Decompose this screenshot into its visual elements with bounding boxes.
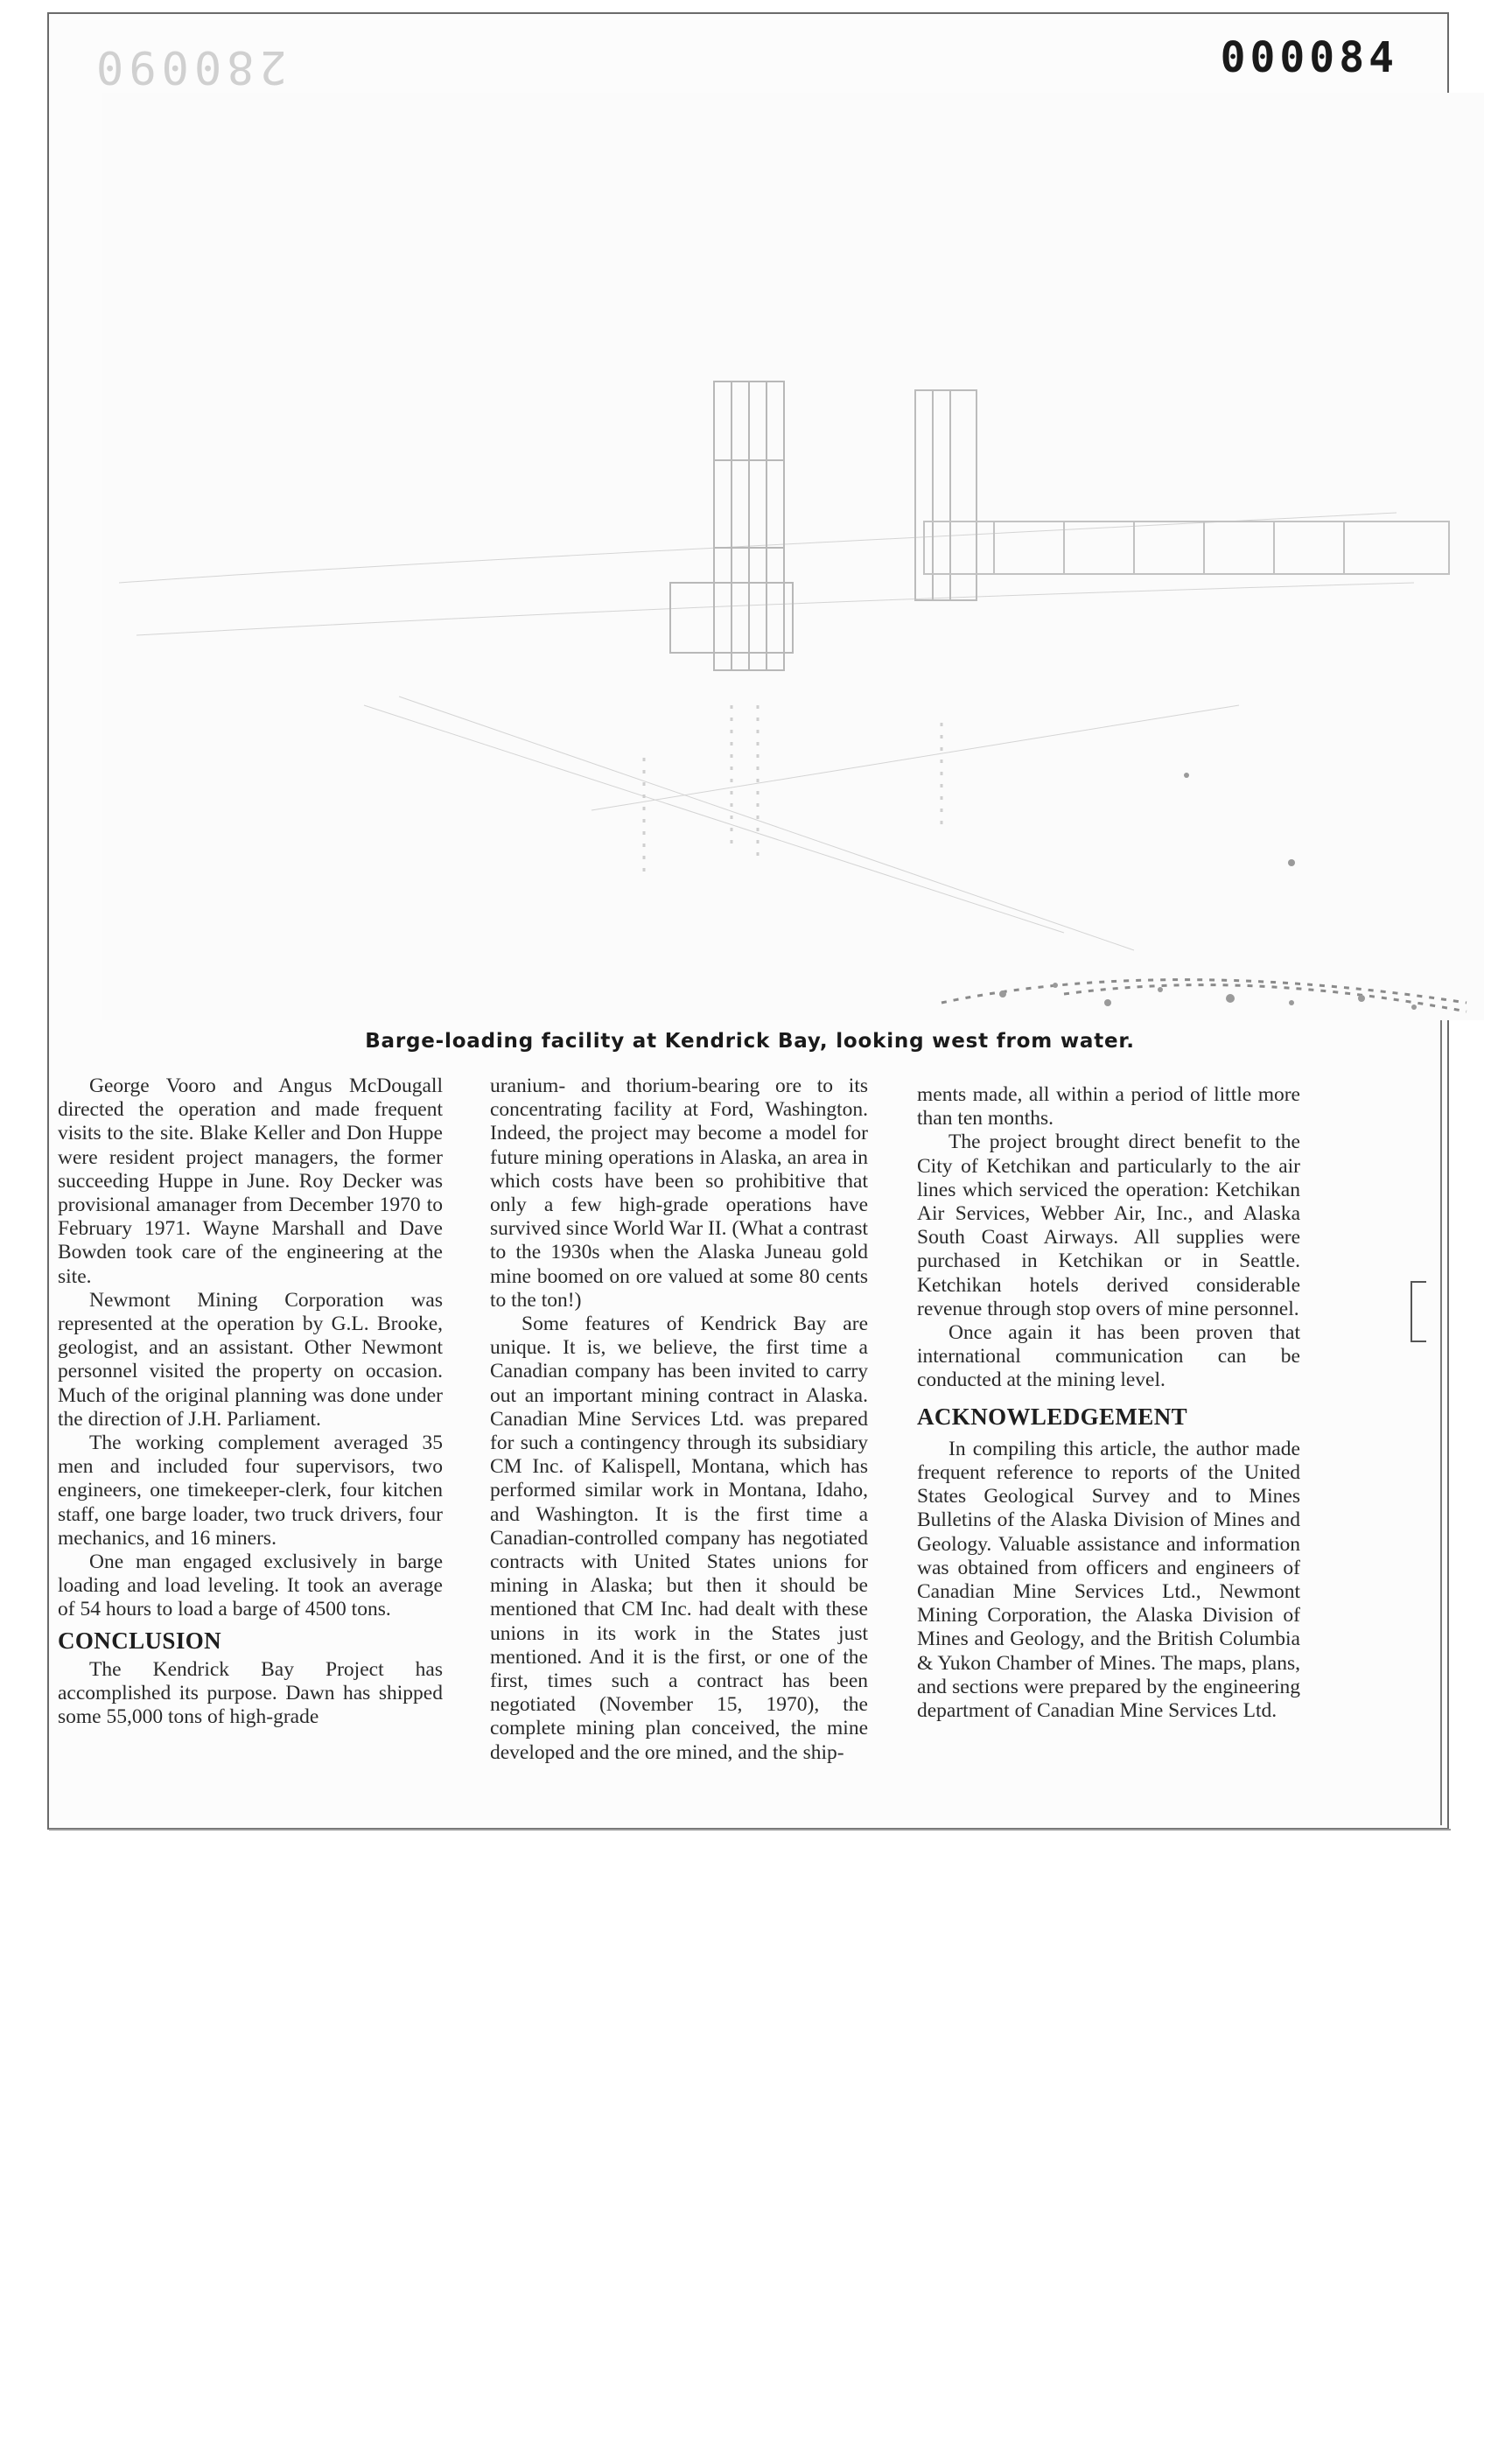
paragraph: In compiling this article, the author made frequent reference to reports of the United States Geological Survey and to Mines Bulletins of the Alaska Division of Mines and Geology. Valuable assistance and information was obtained from officers and engineers of Canadian Mine Services Ltd., Newmont Mining Corporation, the Alaska Division of Mines and Geology, and the British Columbia & Yukon Chamber of Mines. The maps, plans, and sections were prepared by the engineering department of Canadian Mine Services Ltd. (917, 1437, 1300, 1723)
section-heading-conclusion: CONCLUSION (58, 1627, 222, 1654)
paragraph: George Vooro and Angus McDougall directed the operation and made frequent visits to the site. Blake Keller and Don Huppe were resident project managers, the former succeeding Huppe in June. Roy Decker was provisional amanager from December 1970 to February 1971. Wayne Marshall and Dave Bowden took care of the engineering at the site. (58, 1074, 443, 1288)
article-column-3 (917, 1083, 1300, 1723)
paragraph: ments made, all within a period of little more than ten months. (917, 1083, 1300, 1130)
paragraph: The working complement averaged 35 men and included four supervisors, two engineers, one timekeeper-clerk, four kitchen staff, one barge loader, two truck drivers, four mechanics, and 16 miners. (58, 1432, 443, 1550)
paragraph: uranium- and thorium-bearing ore to its concentrating facility at Ford, Washington. Indeed, the project may become a model for future mining operations in Alaska, an area in which costs have been so prohibitive that only a few high-grade operations have survived since World War II. (What a contrast to the 1930s when the Alaska Juneau gold mine boomed on ore valued at some 80 cents to the ton!) (490, 1074, 868, 1312)
paragraph: The project brought direct benefit to the City of Ketchikan and particularly to the air lines which serviced the operation: Ketchikan Air Services, Webber Air, Inc., and Alaska South Coast Airways. All supplies were purchased in Ketchikan or in Seattle. Ketchikan hotels derived considerable revenue through stop overs of mine personnel. (917, 1130, 1300, 1320)
margin-bracket (1410, 1281, 1426, 1342)
article-column-2 (490, 1074, 868, 1765)
section-heading-acknowledgement: ACKNOWLEDGEMENT (917, 1403, 1188, 1430)
paragraph: Some features of Kendrick Bay are unique. It is, we believe, the first time a Canadian company has been invited to carry out an important mining contract in Alaska. Canadian Mine Services Ltd. was prepared for such a contingency through its subsidiary CM Inc. of Kalispell, Montana, which has performed similar work in Montana, Idaho, and Washington. It is the first time a Canadian-controlled company has negotiated contracts with United States unions for mining in Alaska; but then it should be mentioned that CM Inc. had dealt with these unions in its work in the States just mentioned. And it is the first, or one of the first, times such a contract has been negotiated (November 15, 1970), the complete mining plan conceived, the mine developed and the ore mined, and the ship- (490, 1312, 868, 1764)
page-bottom-rule (49, 1829, 1451, 1830)
page-number: 000084 (1220, 33, 1398, 82)
paragraph: One man engaged exclusively in barge loading and load leveling. It took an average of 54 hours to load a barge of 4500 tons. (58, 1550, 443, 1621)
paragraph: The Kendrick Bay Project has accomplished its purpose. Dawn has shipped some 55,000 tons of high-grade (58, 1657, 443, 1729)
paragraph: Newmont Mining Corporation was represented at the operation by G.L. Brooke, geologist, and an assistant. Other Newmont personnel visited the property on occasion. Much of the original planning was done under the direction of J.H. Parliament. (58, 1288, 443, 1431)
article-column-1 (58, 1074, 443, 1729)
paragraph: Once again it has been proven that international communication can be conducted at the mining level. (917, 1321, 1300, 1392)
column-rule (1440, 1020, 1442, 1825)
photo-illustration (102, 93, 1484, 1020)
barge-facility-photo (102, 93, 1484, 1020)
photo-caption: Barge-loading facility at Kendrick Bay, looking west from water. (365, 1030, 1135, 1053)
faint-page-stamp: 280090 (91, 40, 287, 93)
document-page (47, 12, 1449, 1830)
